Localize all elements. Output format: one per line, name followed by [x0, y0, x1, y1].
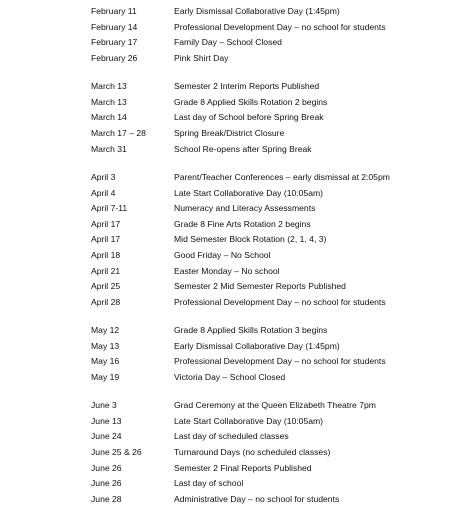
list-item — [0, 95, 474, 111]
event-description: Late Start Collaborative Day (10:05am) — [174, 415, 324, 426]
event-description: Professional Development Day – no school for students — [174, 21, 386, 32]
list-item — [0, 339, 474, 355]
event-description: Professional Development Day – no school for students — [174, 356, 386, 367]
event-date: March 31 — [91, 143, 127, 154]
list-item — [0, 20, 474, 36]
event-date: May 16 — [91, 356, 120, 367]
event-date: June 28 — [91, 493, 122, 504]
event-description: Early Dismissal Collaborative Day (1:45pm) — [174, 340, 340, 351]
list-item — [0, 51, 474, 67]
event-date: June 13 — [91, 415, 122, 426]
event-date: April 17 — [91, 234, 121, 245]
event-description: Grade 8 Applied Skills Rotation 3 begins — [174, 325, 328, 336]
month-group-june — [0, 398, 474, 507]
event-description: Semester 2 Final Reports Published — [174, 462, 312, 473]
list-item — [0, 476, 474, 492]
event-date: April 4 — [91, 187, 116, 198]
list-item — [0, 354, 474, 370]
event-description: Turnaround Days (no scheduled classes) — [174, 447, 331, 458]
event-date: June 3 — [91, 400, 117, 411]
event-date: February 14 — [91, 21, 138, 32]
event-description: Good Friday – No School — [174, 249, 271, 260]
event-description: Professional Development Day – no school for students — [174, 296, 386, 307]
event-date: May 19 — [91, 371, 120, 382]
event-date: June 26 — [91, 462, 122, 473]
event-date: March 13 — [91, 96, 127, 107]
list-item — [0, 217, 474, 233]
list-item — [0, 35, 474, 51]
event-date: February 17 — [91, 37, 138, 48]
event-date: May 13 — [91, 340, 120, 351]
event-description: Parent/Teacher Conferences – early dismissal at 2:05pm — [174, 171, 390, 182]
event-description: Family Day – School Closed — [174, 37, 282, 48]
event-date: March 14 — [91, 112, 127, 123]
list-item — [0, 295, 474, 311]
list-item — [0, 142, 474, 158]
list-item — [0, 4, 474, 20]
event-description: School Re-opens after Spring Break — [174, 143, 312, 154]
list-item — [0, 248, 474, 264]
event-description: Grade 8 Applied Skills Rotation 2 begins — [174, 96, 328, 107]
list-item — [0, 323, 474, 339]
event-description: Semester 2 Mid Semester Reports Published — [174, 281, 346, 292]
event-date: April 21 — [91, 265, 121, 276]
list-item — [0, 429, 474, 445]
list-item — [0, 110, 474, 126]
list-item — [0, 398, 474, 414]
spacer — [0, 157, 474, 170]
list-item — [0, 79, 474, 95]
event-description: Pink Shirt Day — [174, 52, 229, 63]
list-item — [0, 279, 474, 295]
event-description: Late Start Collaborative Day (10:05am) — [174, 187, 324, 198]
month-group-april — [0, 170, 474, 310]
list-item — [0, 492, 474, 507]
event-date: June 25 & 26 — [91, 447, 142, 458]
spacer — [0, 66, 474, 79]
month-group-march — [0, 79, 474, 157]
spacer — [0, 385, 474, 398]
list-item — [0, 201, 474, 217]
event-description: Grad Ceremony at the Queen Elizabeth Theatre 7pm — [174, 400, 376, 411]
spacer — [0, 310, 474, 323]
event-description: Last day of school — [174, 478, 244, 489]
list-item — [0, 232, 474, 248]
event-description: Grade 8 Fine Arts Rotation 2 begins — [174, 218, 311, 229]
list-item — [0, 370, 474, 386]
event-date: June 26 — [91, 478, 122, 489]
list-item — [0, 264, 474, 280]
list-item — [0, 126, 474, 142]
event-date: April 18 — [91, 249, 121, 260]
event-date: April 17 — [91, 218, 121, 229]
event-date: April 25 — [91, 281, 121, 292]
list-item — [0, 445, 474, 461]
event-description: Easter Monday – No school — [174, 265, 280, 276]
month-group-february — [0, 4, 474, 66]
event-description: Last day of School before Spring Break — [174, 112, 324, 123]
event-description: Semester 2 Interim Reports Published — [174, 81, 320, 92]
event-description: Early Dismissal Collaborative Day (1:45pm) — [174, 6, 340, 16]
event-description: Numeracy and Literacy Assessments — [174, 203, 316, 214]
event-description: Victoria Day – School Closed — [174, 371, 286, 382]
event-description: Last day of scheduled classes — [174, 431, 289, 442]
event-date: April 28 — [91, 296, 121, 307]
event-date: February 11 — [91, 6, 137, 16]
event-date: April 7-11 — [91, 203, 128, 214]
event-date: February 26 — [91, 52, 138, 63]
list-item — [0, 414, 474, 430]
event-date: April 3 — [91, 171, 116, 182]
event-date: May 12 — [91, 325, 120, 336]
event-date: June 24 — [91, 431, 122, 442]
event-description: Spring Break/District Closure — [174, 127, 285, 138]
month-group-may — [0, 323, 474, 385]
event-date: March 13 — [91, 81, 127, 92]
list-item — [0, 170, 474, 186]
event-date: March 17 – 28 — [91, 127, 146, 138]
list-item — [0, 186, 474, 202]
event-description: Administrative Day – no school for students — [174, 493, 340, 504]
event-description: Mid Semester Block Rotation (2, 1, 4, 3) — [174, 234, 327, 245]
